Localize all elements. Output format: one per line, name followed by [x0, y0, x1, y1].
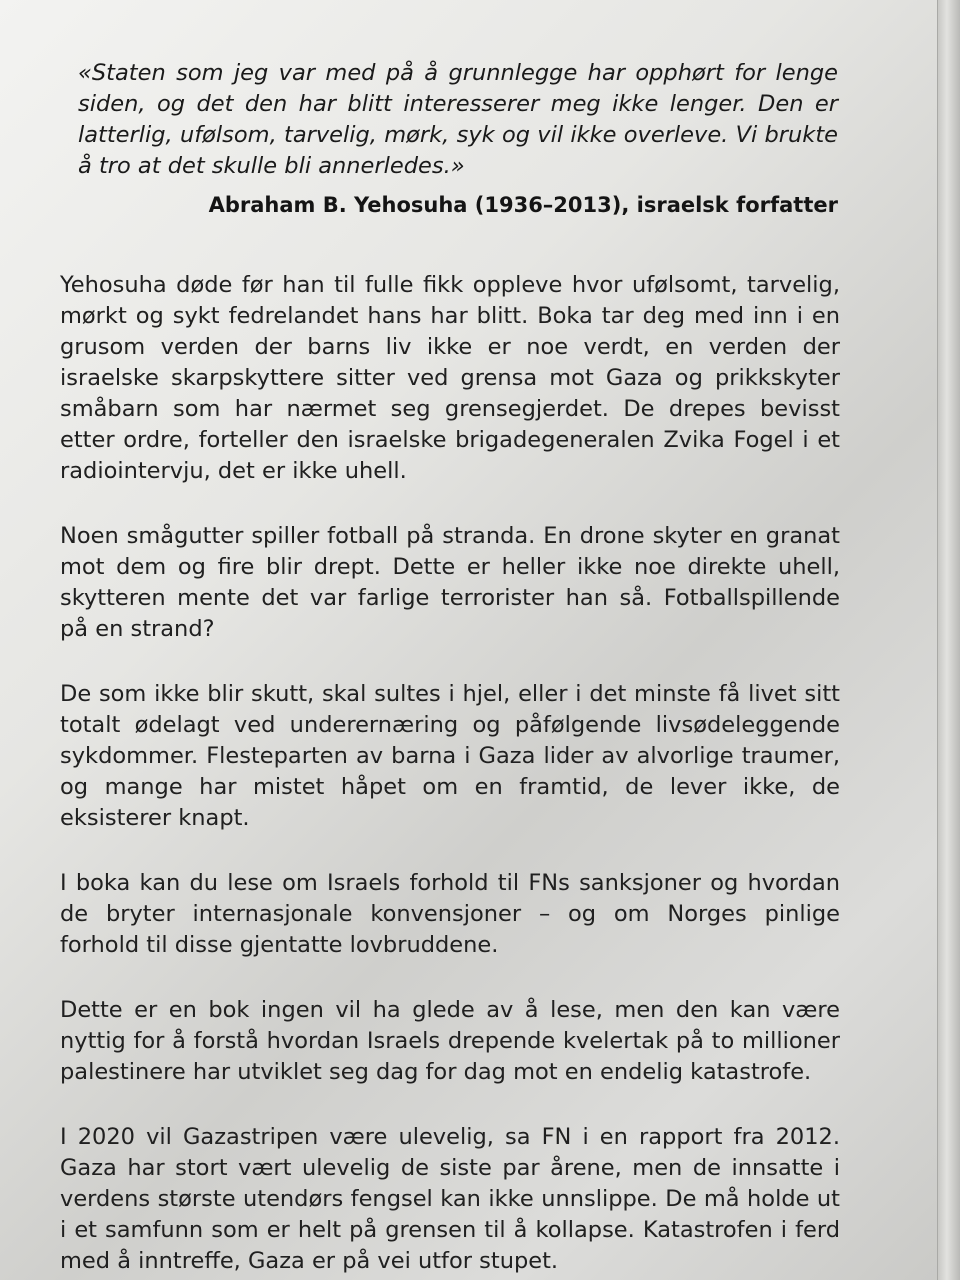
blurb-paragraph: I 2020 vil Gazastripen være ulevelig, sa FN i en rapport fra 2012. Gaza har stort vært ulevelig de siste par årene, men de innsatte i verdens største utendørs fengsel kan ikke unnslippe. De må holde ut i et samfunn som er helt på grensen til å kollapse. Katastrofen i ferd med å inntreffe, Gaza er på vei utfor stupet.	[60, 1124, 840, 1274]
blurb-paragraph: Dette er en bok ingen vil ha glede av å lese, men den kan være nyttig for å forstå hvordan Israels drepende kvelertak på to millioner palestinere har utviklet seg dag for dag mot en endelig katastrofe.	[60, 997, 840, 1085]
blurb-paragraph: De som ikke blir skutt, skal sultes i hjel, eller i det minste få livet sitt totalt ødelagt ved underernæring og påfølgende livsødeleggende sykdommer. Flesteparten av barna i Gaza lider av alvorlige traumer, og mange har mistet håpet om en framtid, de lever ikke, de eksisterer knapt.	[60, 681, 840, 831]
epigraph	[78, 58, 838, 220]
epigraph-attribution: Abraham B. Yehosuha (1936–2013), israelsk forfatter	[208, 193, 838, 217]
epigraph-quote: «Staten som jeg var med på å grunnlegge har opphørt for lenge siden, og det den har blitt interesserer meg ikke lenger. Den er latterlig, ufølsom, tarvelig, mørk, syk og vil ikke overleve. Vi brukte å tro at det skulle bli annerledes.»	[78, 60, 838, 179]
cover-edge	[937, 0, 960, 1280]
blurb-paragraph: Noen smågutter spiller fotball på stranda. En drone skyter en granat mot dem og fire blir drept. Dette er heller ikke noe direkte uhell, skytteren mente det var farlige terrorister han så. Fotballspillende på en strand?	[60, 523, 840, 642]
blurb-paragraph: I boka kan du lese om Israels forhold til FNs sanksjoner og hvordan de bryter internasjonale konvensjoner – og om Norges pinlige forhold til disse gjentatte lovbruddene.	[60, 870, 840, 958]
blurb-paragraph: Yehosuha døde før han til fulle fikk oppleve hvor ufølsomt, tarvelig, mørkt og sykt fedrelandet hans har blitt. Boka tar deg med inn i en grusom verden der barns liv ikke er noe verdt, en verden der israelske skarpskyttere sitter ved grensa mot Gaza og prikkskyter småbarn som har nærmet seg grensegjerdet. De drepes bevisst etter ordre, forteller den israelske brigadegeneralen Zvika Fogel i et radiointervju, det er ikke uhell.	[60, 272, 840, 484]
blurb-text	[60, 270, 840, 1277]
